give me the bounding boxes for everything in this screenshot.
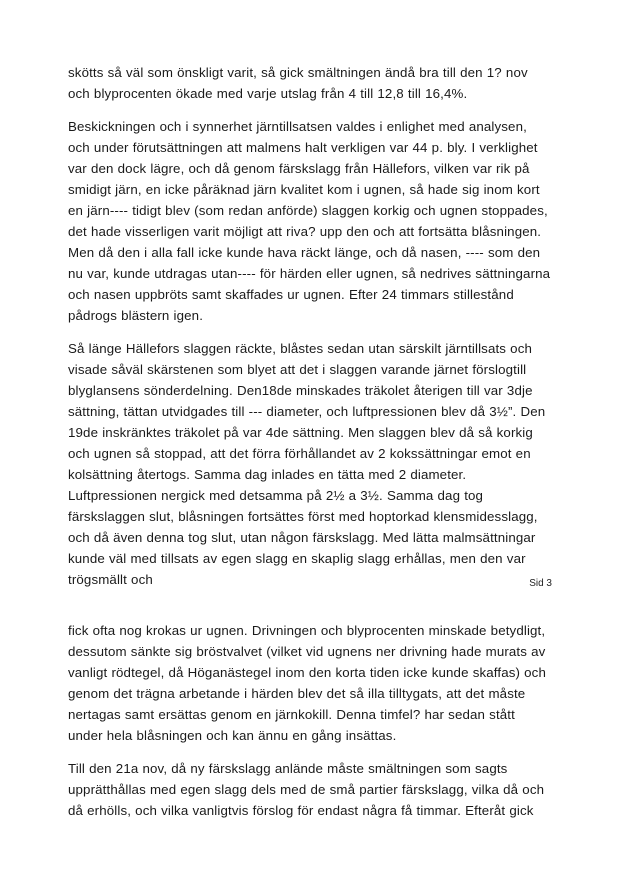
page-footer <box>68 573 552 591</box>
body-paragraph: Beskickningen och i synnerhet järntillsatsen valdes i enlighet med analysen, och under förutsättningen att malmens halt verkligen var 44 p. bly. I verklighet var den dock lägre, och då genom färskslagg från Hällefors, vilken var rik på smidigt järn, en icke påräknad järn kvalitet kom i ugnen, så hade sig inom kort en järn---- tidigt blev (som redan anförde) slaggen korkig och ugnen stoppades, det hade visserligen varit möjligt att riva? upp den och att fortsätta blåsningen. Men då den i alla fall icke kunde hava räckt länge, och då nasen, ---- som den nu var, kunde utdragas utan---- för härden eller ugnen, så nedrives sättningarna och nasen uppbröts samt skaffades ur ugnen. Efter 24 timmars stillestånd pådrogs blästern igen. <box>68 119 551 323</box>
body-paragraph: skötts så väl som önskligt varit, så gick smältningen ändå bra till den 1? nov och blyprocenten ökade med varje utslag från 4 till 12,8 till 16,4%. <box>68 65 528 101</box>
body-paragraph: Så länge Hällefors slaggen räckte, blåstes sedan utan särskilt järntillsats och visade såväl skärstenen som blyet att det i slaggen varande järnet förslogtill blyglansens sönderdelning. Den18de minskades träkolet återigen till var 3dje sättning, tättan utvidgades till --- diameter, och luftpressionen blev då 3½”. Den 19de inskränktes träkolet på var 4de sättning. Men slaggen blev då så korkig och ugnen så stoppad, att det förra förhållandet av 2 kokssättningar emot en kolsättning återtogs. Samma dag inlades en tätta med 2 diameter. Luftpressionen nergick med detsamma på 2½ a 3½. Samma dag tog färskslaggen slut, blåsningen fortsättes först med hoptorkad klensmidesslagg, och då även denna tog slut, utan någon färskslagg. Med lätta malmsättningar kunde väl med tillsats av egen slagg en skaplig slagg erhållas, men den var trögsmällt och <box>68 341 546 587</box>
page-section-bottom <box>68 620 552 821</box>
body-paragraph: Till den 21a nov, då ny färskslagg anlände måste smältningen som sagts upprätthållas med egen slagg dels med de små partier färskslagg, vilka då och då erhölls, och vilka vanligtvis förslog för endast några få timmar. Efteråt gick <box>68 761 545 818</box>
page-number-label: Sid 3 <box>529 578 552 589</box>
page-section-top <box>68 62 552 590</box>
body-paragraph: fick ofta nog krokas ur ugnen. Drivningen och blyprocenten minskade betydligt, dessutom sänkte sig bröstvalvet (vilket vid ugnens ner drivning hade murats av vanligt rödtegel, då Höganästegel inom den korta tiden icke kunde skaffas) och genom det trägna arbetande i härden blev det så illa tilltygats, att det måste nertagas samt ersättas genom en järnkokill. Denna timfel? har sedan stått under hela blåsningen och kan ännu en gång insättas. <box>68 623 546 743</box>
